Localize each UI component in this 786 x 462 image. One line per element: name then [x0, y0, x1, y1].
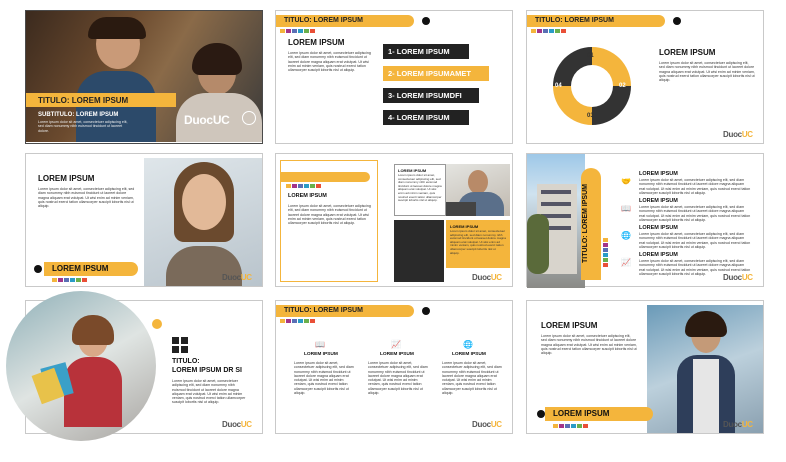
student-laptop-photo [446, 164, 510, 216]
dark-block [394, 220, 444, 282]
slide3-heading: LOREM IPSUM [659, 48, 716, 57]
globe-icon: 🌐 [463, 339, 473, 349]
slide-thumbnail-6[interactable] [526, 153, 764, 287]
slide6-item-3-text: Lorem ipsum dolor sit amet, consectetuer adipiscing elit, sed diam nonummy nibh euismod tincidunt ut laoreet dolore magna aliquam erat volutpat. Ut wisi enim ad minim veniam, quis nostrud exerci tation ullamcorper suscipit lobortis nisl ut aliquip. [639, 232, 751, 249]
black-dot [422, 17, 430, 25]
slide5-heading: LOREM IPSUM [288, 193, 327, 199]
cycle-label-02: 02 [619, 83, 626, 89]
list-item-2: 2- LOREM IPSUMAMET [383, 66, 489, 81]
chart-icon: 📈 [391, 339, 401, 349]
handshake-icon: 🤝 [621, 176, 631, 186]
card1-title: LOREM IPSUM [398, 168, 427, 173]
slide7-title-b: LOREM IPSUM DR SI [172, 367, 243, 374]
card2-title: LOREM IPSUM [450, 224, 479, 229]
slide4-paragraph: Lorem ipsum dolor sit amet, consectetuer adipiscing elit, sed diam nonummy nibh euismod tincidunt ut laoreet dolore magna aliquam erat volutpat. Ut wisi enim ad minim veniam, quis nostrud exerci tation ullamcorper suscipit lobortis nisl ut aliquip. [38, 187, 135, 209]
cycle-label-04: 04 [555, 83, 562, 89]
cycle-label-03: 03 [587, 113, 594, 119]
slide9-paragraph: Lorem ipsum dolor sit amet, consectetuer adipiscing elit, sed diam nonummy nibh euismod tincidunt ut laoreet dolore magna aliquam erat volutpat. Ut wisi enim ad minim veniam, quis nostrud exerci tation ullamcorper suscipit lobortis nisl ut aliquip. [541, 334, 637, 356]
slide3-title-tab: TITULO: LOREM IPSUM [527, 15, 665, 27]
slide4-banner: LOREM IPSUM [52, 264, 109, 273]
chart-icon: 📈 [621, 257, 631, 267]
slide8-col3-title: LOREM IPSUM [452, 352, 486, 357]
black-dot [537, 410, 545, 418]
color-strip [280, 319, 315, 323]
slide6-item-4-text: Lorem ipsum dolor sit amet, consectetuer adipiscing elit, sed diam nonummy nibh euismod tincidunt ut laoreet dolore magna aliquam erat volutpat. Ut wisi enim ad minim veniam, quis nostrud exerci tation ullamcorper suscipit lobortis nisl ut aliquip. [639, 259, 751, 276]
slide8-col2-title: LOREM IPSUM [380, 352, 414, 357]
slide-thumbnail-1[interactable] [25, 10, 263, 144]
list-item-3: 3- LOREM IPSUMDFI [383, 88, 479, 103]
slide8-col3-text: Lorem ipsum dolor sit amet, consectetuer adipiscing elit, sed diam nonummy nibh euismod tincidunt ut laoreet dolore magna aliquam erat volutpat. Ut wisi enim ad minim veniam, quis nostrud exerci tation ullamcorper suscipit lobortis nisl ut aliquip. [442, 361, 502, 396]
cycle-label-01: 01 [587, 53, 594, 59]
color-strip [603, 238, 608, 267]
list-item-1: 1- LOREM IPSUM [383, 44, 469, 59]
slide6-item-1-text: Lorem ipsum dolor sit amet, consectetuer adipiscing elit, sed diam nonummy nibh euismod tincidunt ut laoreet dolore magna aliquam erat volutpat. Ut wisi enim ad minim veniam, quis nostrud exerci tation ullamcorper suscipit lobortis nisl ut aliquip. [639, 178, 751, 195]
black-dot [34, 265, 42, 273]
slide-thumbnail-9[interactable] [526, 300, 764, 434]
slide-thumbnail-2[interactable] [275, 10, 513, 144]
yellow-dot [152, 319, 162, 329]
slide4-heading: LOREM IPSUM [38, 174, 95, 183]
slide1-body: Lorem ipsum dolor sit amet, consectetuer adipiscing elit, sed diam nonummy nibh euismod tincidunt ut laoreet dolore. [38, 120, 128, 133]
black-dot [673, 17, 681, 25]
book-icon: 📖 [315, 339, 325, 349]
globe-icon: 🌐 [621, 230, 631, 240]
slide5-paragraph: Lorem ipsum dolor sit amet, consectetuer adipiscing elit, sed diam nonummy nibh euismod tincidunt ut laoreet dolore magna aliquam erat volutpat. Ut wisi enim ad minim veniam, quis nostrud exerci tation ullamcorper suscipit lobortis nisl ut aliquip. [288, 204, 371, 226]
color-strip [531, 29, 566, 33]
slide8-col2-text: Lorem ipsum dolor sit amet, consectetuer adipiscing elit, sed diam nonummy nibh euismod tincidunt ut laoreet dolore magna aliquam erat volutpat. Ut wisi enim ad minim veniam, quis nostrud exerci tation ullamcorper suscipit lobortis nisl ut aliquip. [368, 361, 428, 396]
slide1-subtitle: SUBTITULO: LOREM IPSUM [38, 112, 119, 118]
slide6-item-2: LOREM IPSUM [639, 198, 678, 204]
slide9-banner: LOREM IPSUM [553, 409, 610, 418]
duocuc-logo: DuocUC [472, 420, 502, 429]
slide7-paragraph: Lorem ipsum dolor sit amet, consectetuer adipiscing elit, sed diam nonummy nibh euismod tincidunt ut laoreet dolore magna aliquam erat volutpat. Ut wisi enim ad minim veniam, quis nostrud exerci tation ullamcorper suscipit lobortis nisl ut aliquip. [172, 379, 246, 405]
slide-thumbnail-4[interactable] [25, 153, 263, 287]
slide6-item-4: LOREM IPSUM [639, 252, 678, 258]
slide8-col1-text: Lorem ipsum dolor sit amet, consectetuer adipiscing elit, sed diam nonummy nibh euismod tincidunt ut laoreet dolore magna aliquam erat volutpat. Ut wisi enim ad minim veniam, quis nostrud exerci tation ullamcorper suscipit lobortis nisl ut aliquip. [294, 361, 354, 396]
slide6-item-1: LOREM IPSUM [639, 171, 678, 177]
slide2-heading: LOREM IPSUM [288, 38, 345, 47]
duocuc-logo: DuocUC [723, 420, 753, 429]
slide7-title-a: TITULO: [172, 358, 200, 365]
slide9-heading: LOREM IPSUM [541, 321, 598, 330]
list-item-4: 4- LOREM IPSUM [383, 110, 469, 125]
slide-thumbnail-3[interactable] [526, 10, 764, 144]
slide5-tab-bar [280, 172, 370, 182]
slide6-vertical-title: TITULO: LOREM IPSUM [581, 184, 589, 263]
slide-thumbnail-7[interactable] [25, 300, 263, 434]
slide6-item-2-text: Lorem ipsum dolor sit amet, consectetuer adipiscing elit, sed diam nonummy nibh euismod tincidunt ut laoreet dolore magna aliquam erat volutpat. Ut wisi enim ad minim veniam, quis nostrud exerci tation ullamcorper suscipit lobortis nisl ut aliquip. [639, 205, 751, 222]
black-dot [422, 307, 430, 315]
slide3-paragraph: Lorem ipsum dolor sit amet, consectetuer adipiscing elit, sed diam nonummy nibh euismod tincidunt ut laoreet dolore magna aliquam erat volutpat. Ut wisi enim ad minim veniam, quis nostrud exerci tation ullamcorper suscipit lobortis nisl ut aliquip. [659, 61, 755, 83]
card2-text: Lorem ipsum dolor sit amet, consectetuer adipiscing elit, sed diam nonummy nibh euismod tincidunt ut laoreet dolore magna aliquam erat volutpat. Ut wisi enim ad minim veniam, quis nostrud exerci tation ullamcorper suscipit lobortis nisl ut aliquip. [450, 229, 506, 255]
student-folders-photo [6, 291, 156, 441]
color-strip [280, 29, 315, 33]
slide8-col1-title: LOREM IPSUM [304, 352, 338, 357]
slide6-item-3: LOREM IPSUM [639, 225, 678, 231]
card1-text: Lorem ipsum dolor sit amet, consectetuer adipiscing elit, sed diam nonummy nibh euismod tincidunt ut laoreet dolore magna aliquam erat volutpat. Ut wisi enim ad minim veniam, quis nostrud exerci tation ullamcorper suscipit lobortis nisl ut aliquip. [398, 173, 442, 203]
duocuc-logo: DuocUC [723, 130, 753, 139]
student-backpack-photo [647, 305, 763, 433]
color-strip [52, 278, 87, 282]
grid-icon [172, 337, 188, 353]
slide8-title-tab: TITULO: LOREM IPSUM [276, 305, 414, 317]
slide-thumbnail-8[interactable] [275, 300, 513, 434]
color-strip [553, 424, 588, 428]
student-portrait-photo [144, 158, 262, 286]
slide-thumbnail-5[interactable] [275, 153, 513, 287]
duocuc-logo: DuocUC [184, 113, 230, 127]
duocuc-logo: DuocUC [222, 420, 252, 429]
slide2-paragraph: Lorem ipsum dolor sit amet, consectetuer adipiscing elit, sed diam nonummy nibh euismod tincidunt ut laoreet dolore magna aliquam erat volutpat. Ut wisi enim ad minim veniam, quis nostrud exerci tation ullamcorper suscipit lobortis nisl ut aliquip. [288, 51, 371, 73]
duocuc-logo: DuocUC [723, 273, 753, 282]
building-photo [527, 154, 585, 288]
duocuc-logo: DuocUC [472, 273, 502, 282]
color-strip [286, 184, 321, 188]
slide1-title: TITULO: LOREM IPSUM [38, 96, 129, 105]
book-icon: 📖 [621, 203, 631, 213]
duocuc-logo: DuocUC [222, 273, 252, 282]
slide2-title-tab: TITULO: LOREM IPSUM [276, 15, 414, 27]
